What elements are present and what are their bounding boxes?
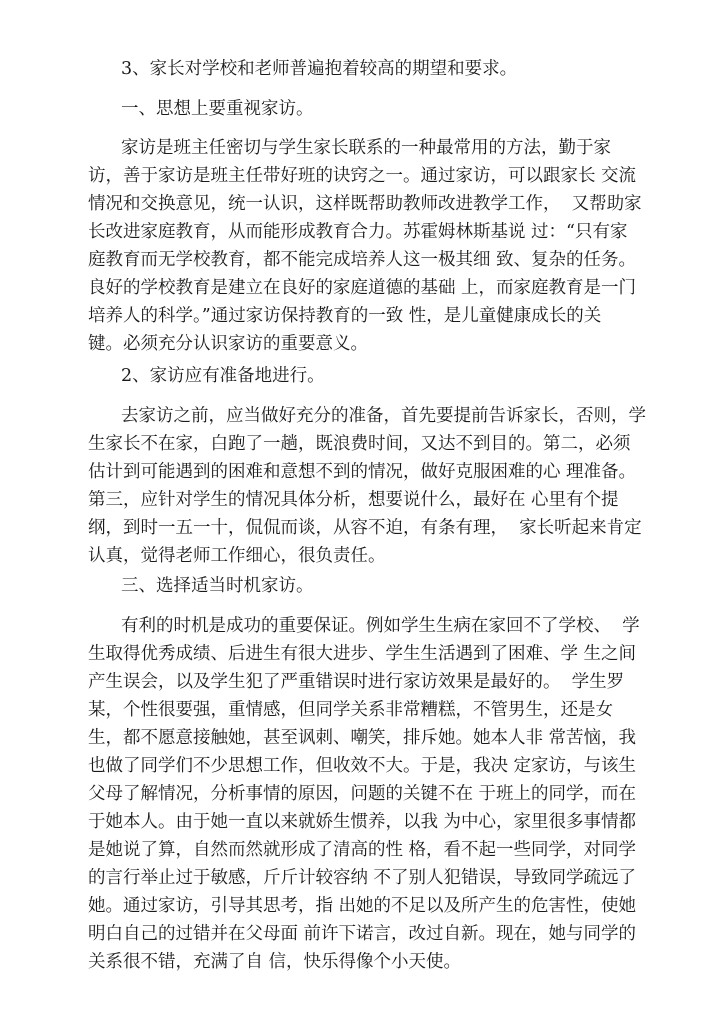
paragraph-line: 长改进家庭教育，从而能形成教育合力。苏霍姆林斯基说 过：“只有家 xyxy=(88,222,628,242)
paragraph-line: 情况和交换意见，统一认识，这样既帮助教师改进教学工作， 又帮助家 xyxy=(88,194,642,214)
section-1-title xyxy=(88,95,720,123)
paragraph-line: 父母了解情况，分析事情的原因，问题的关键不在 于班上的同学，而在 xyxy=(88,784,637,804)
paragraph-line: 的言行举止过于敏感，斤斤计较容纳 不了别人犯错误，导致同学疏远了 xyxy=(88,868,637,888)
section-3-title-text: 三、选择适当时机家访。 xyxy=(121,576,314,596)
section-1-title-text: 一、思想上要重视家访。 xyxy=(121,99,314,119)
paragraph-line: 第三，应针对学生的情况具体分析，想要说什么，最好在 心里有个提 xyxy=(88,490,619,510)
paragraph-line: 良好的学校教育是建立在良好的家庭道德的基础 上，而家庭教育是一门 xyxy=(88,278,637,298)
paragraph-line: 生，都不愿意接触她，甚至讽刺、嘲笑，排斥她。她本人非 常苦恼，我 xyxy=(88,728,637,748)
paragraph-line: 是她说了算，自然而然就形成了清高的性 格，看不起一些同学，对同学 xyxy=(88,840,637,860)
paragraph-line: 庭教育而无学校教育，都不能完成培养人这一极其细 致、复杂的任务。 xyxy=(88,250,637,270)
paragraph-line: 键。必须充分认识家访的重要意义。 xyxy=(88,334,368,354)
paragraph-line: 家访是班主任密切与学生家长联系的一种最常用的方法，勤于家 xyxy=(121,138,611,158)
section-1-paragraph xyxy=(88,134,720,358)
paragraph-line: 于她本人。由于她一直以来就娇生惯养，以我 为中心，家里很多事情都 xyxy=(88,812,637,832)
heading-3 xyxy=(88,55,720,83)
section-3-paragraph xyxy=(88,612,720,976)
paragraph-line: 关系很不错，充满了自 信，快乐得像个小天使。 xyxy=(88,952,462,972)
paragraph-line: 培养人的科学。”通过家访保持教育的一致 性，是儿童健康成长的关 xyxy=(88,306,602,326)
paragraph-line: 产生误会，以及学生犯了严重错误时进行家访效果是最好的。 学生罗 xyxy=(88,672,625,692)
paragraph-line: 她。通过家访，引导其思考，指 出她的不足以及所产生的危害性，使她 xyxy=(88,896,637,916)
paragraph-line: 认真，觉得老师工作细心，很负责任。 xyxy=(88,546,386,566)
section-2-title-text: 2、家访应有准备地进行。 xyxy=(121,366,325,386)
paragraph-line: 明白自己的过错并在父母面 前许下诺言，改过自新。现在，她与同学的 xyxy=(88,924,637,944)
paragraph-line: 生家长不在家，白跑了一趟，既浪费时间，又达不到目的。第二，必须 xyxy=(88,434,631,454)
heading-3-text: 3、家长对学校和老师普遍抱着较高的期望和要求。 xyxy=(121,59,518,79)
section-2-paragraph xyxy=(88,402,720,570)
paragraph-line: 也做了同学们不少思想工作，但收效不大。于是，我决 定家访，与该生 xyxy=(88,756,637,776)
paragraph-line: 某，个性很要强，重情感，但同学关系非常糟糕，不管男生，还是女 xyxy=(88,700,613,720)
paragraph-line: 生取得优秀成绩、后进生有很大进步、学生生活遇到了困难、学 生之间 xyxy=(88,644,637,664)
paragraph-line: 去家访之前，应当做好充分的准备，首先要提前告诉家长，否则，学 xyxy=(121,406,646,426)
paragraph-line: 有利的时机是成功的重要保证。例如学生生病在家回不了学校、 学 xyxy=(121,616,640,636)
paragraph-line: 估计到可能遇到的困难和意想不到的情况，做好克服困难的心 理准备。 xyxy=(88,462,637,482)
paragraph-line: 纲，到时一五一十，侃侃而谈，从容不迫，有条有理， 家长听起来肯定 xyxy=(88,518,642,538)
section-3-title xyxy=(88,572,720,600)
paragraph-line: 访，善于家访是班主任带好班的诀窍之一。通过家访，可以跟家长 交流 xyxy=(88,166,637,186)
section-2-title xyxy=(88,362,720,390)
